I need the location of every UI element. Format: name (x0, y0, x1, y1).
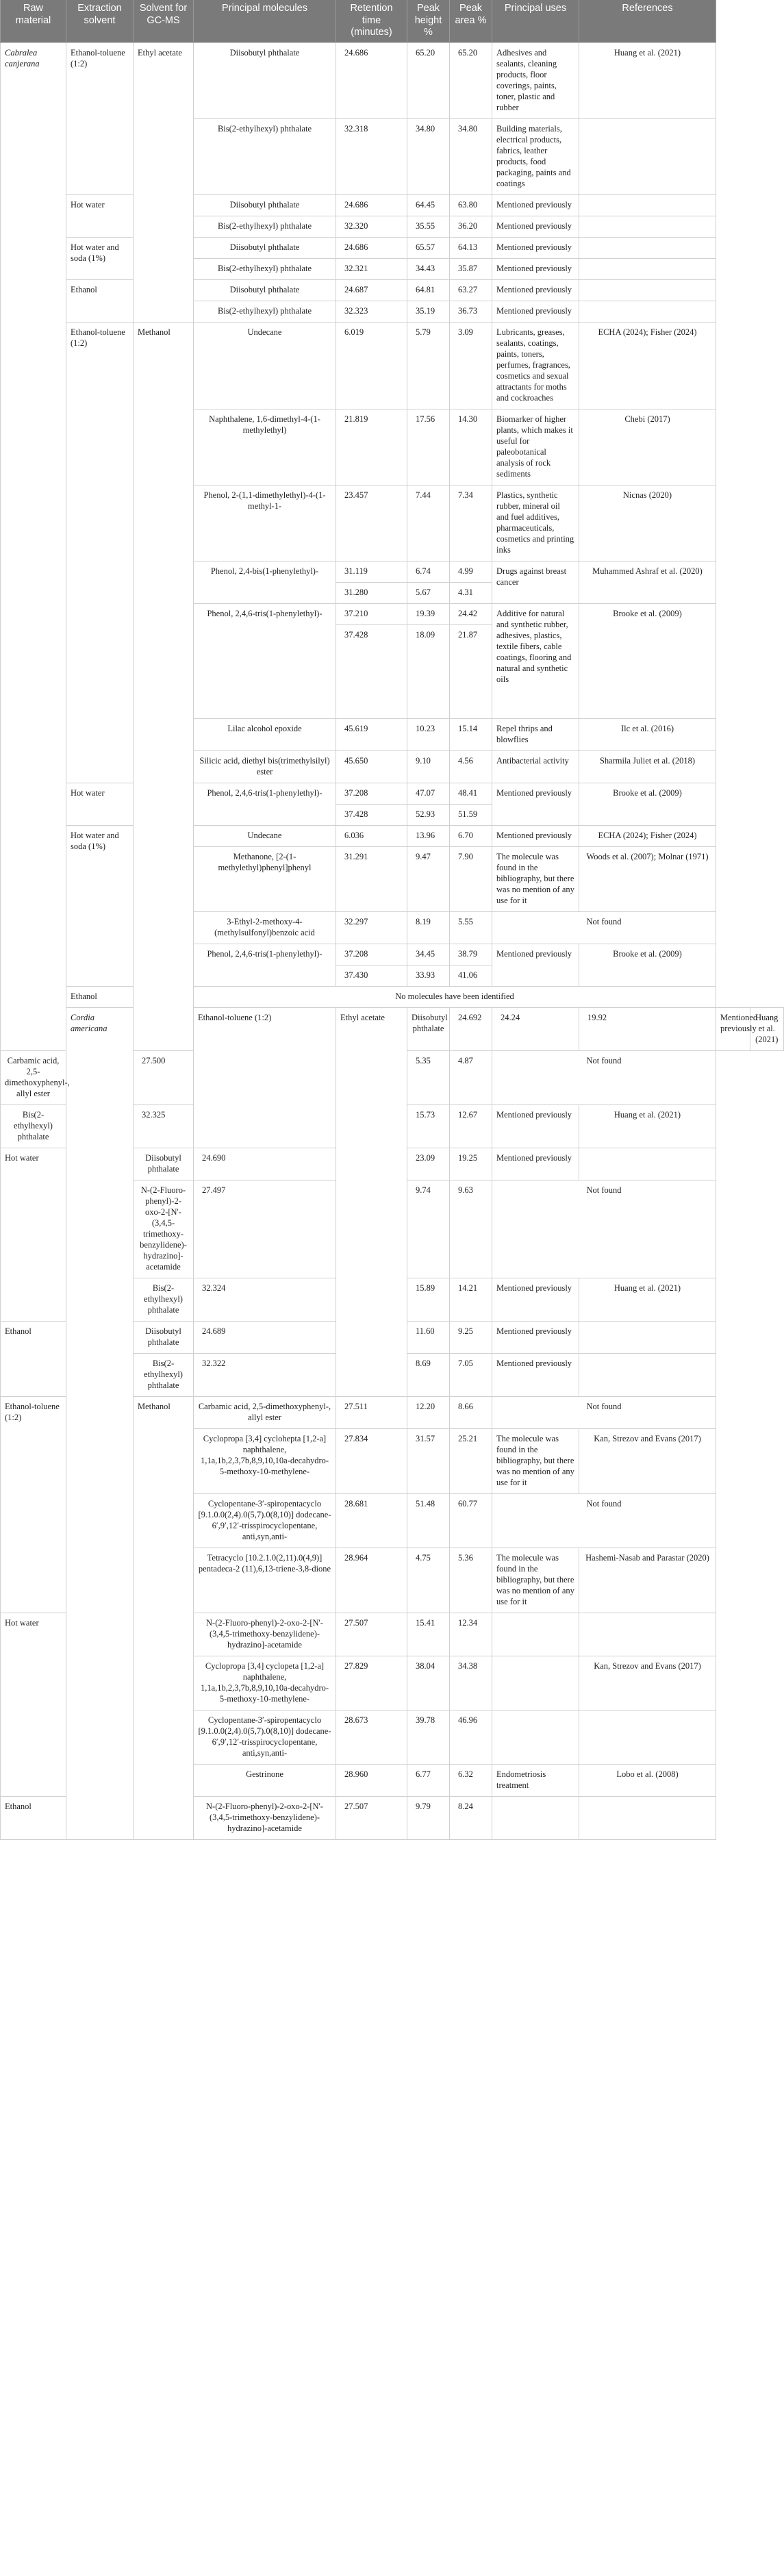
reference-cell: Ilc et al. (2016) (579, 719, 716, 751)
peak-area-cell: 34.38 (450, 1656, 492, 1710)
molecule-cell: Methanone, [2-(1-methylethyl)phenyl]phenyl (194, 847, 336, 912)
peak-area-cell: 35.87 (450, 259, 492, 280)
use-cell: The molecule was found in the bibliography, but there was no mention of any use for it (492, 1548, 579, 1613)
reference-cell (579, 1148, 716, 1180)
molecule-cell: Bis(2-ethylhexyl) phthalate (1, 1105, 66, 1148)
molecule-cell: N-(2-Fluoro-phenyl)-2-oxo-2-[N'-(3,4,5-trimethoxy-benzylidene)-hydrazino]-acetamide (194, 1797, 336, 1840)
retention-time-cell: 28.960 (336, 1765, 407, 1797)
peak-height-cell: 9.79 (407, 1797, 450, 1840)
use-cell: The molecule was found in the bibliography, but there was no mention of any use for it (492, 1429, 579, 1494)
molecule-cell: Bis(2-ethylhexyl) phthalate (194, 119, 336, 195)
peak-height-cell: 34.80 (407, 119, 450, 195)
use-cell: Mentioned previously (492, 280, 579, 301)
retention-time-cell: 32.320 (336, 216, 407, 238)
peak-height-cell: 8.69 (407, 1354, 450, 1397)
peak-height-cell: 34.43 (407, 259, 450, 280)
peak-area-cell: 4.87 (450, 1051, 492, 1105)
peak-height-cell: 19.39 (407, 604, 450, 625)
reference-cell: Huang et al. (2021) (579, 43, 716, 119)
reference-cell: Kan, Strezov and Evans (2017) (579, 1429, 716, 1494)
peak-area-cell: 8.24 (450, 1797, 492, 1840)
peak-area-cell: 46.96 (450, 1710, 492, 1765)
use-cell: Lubricants, greases, sealants, coatings, paints, toners, perfumes, fragrances, cosmetics and sexual attractants for moths and cockroaches (492, 323, 579, 409)
reference-cell (579, 259, 716, 280)
molecule-cell: Cyclopropa [3,4] cyclopeta [1,2-a] naphthalene, 1,1a,1b,2,3,7b,8,9,10,10a-decahydro-5-methoxy-10-methylene- (194, 1656, 336, 1710)
peak-area-cell: 6.32 (450, 1765, 492, 1797)
peak-height-cell: 5.79 (407, 323, 450, 409)
reference-cell: Sharmila Juliet et al. (2018) (579, 751, 716, 783)
molecule-cell: N-(2-Fluoro-phenyl)-2-oxo-2-[N'-(3,4,5-trimethoxy-benzylidene)-hydrazino]-acetamide (134, 1180, 194, 1278)
use-cell: Mentioned previously (492, 944, 579, 987)
extraction-solvent-cell: Ethanol (1, 1797, 66, 1840)
use-cell (492, 1797, 579, 1840)
peak-area-cell: 19.25 (450, 1148, 492, 1180)
molecule-cell: N-(2-Fluoro-phenyl)-2-oxo-2-[N'-(3,4,5-trimethoxy-benzylidene)-hydrazino]-acetamide (194, 1613, 336, 1656)
reference-cell (579, 1322, 716, 1354)
reference-cell: Huang et al. (2021) (750, 1008, 784, 1051)
peak-height-cell: 5.67 (407, 583, 450, 604)
peak-area-cell: 34.80 (450, 119, 492, 195)
reference-cell: Brooke et al. (2009) (579, 604, 716, 719)
molecule-cell: Carbamic acid, 2,5-dimethoxyphenyl-, allyl ester (1, 1051, 66, 1105)
molecule-cell: Diisobutyl phthalate (194, 238, 336, 259)
retention-time-cell: 27.834 (336, 1429, 407, 1494)
molecule-cell: Diisobutyl phthalate (194, 195, 336, 216)
peak-area-cell: 4.31 (450, 583, 492, 604)
molecule-cell: Undecane (194, 323, 336, 409)
peak-height-cell: 7.44 (407, 485, 450, 561)
reference-cell: ECHA (2024); Fisher (2024) (579, 826, 716, 847)
table-row (1, 238, 784, 259)
header-solvent-gcms: Solvent for GC-MS (134, 0, 194, 43)
molecule-cell: Diisobutyl phthalate (194, 280, 336, 301)
extraction-solvent-cell: Hot water and soda (1%) (66, 826, 134, 987)
use-cell: Endometriosis treatment (492, 1765, 579, 1797)
not-found-cell: Not found (492, 1051, 716, 1105)
peak-area-cell: 60.77 (450, 1494, 492, 1548)
molecule-cell: Naphthalene, 1,6-dimethyl-4-(1-methylethyl) (194, 409, 336, 485)
peak-height-cell: 64.45 (407, 195, 450, 216)
peak-height-cell: 34.45 (407, 944, 450, 965)
not-found-cell: Not found (492, 912, 716, 944)
peak-area-cell: 64.13 (450, 238, 492, 259)
use-cell: Plastics, synthetic rubber, mineral oil and fuel additives, pharmaceuticals, cosmetics and printing inks (492, 485, 579, 561)
molecule-cell: Diisobutyl phthalate (194, 43, 336, 119)
reference-cell: Lobo et al. (2008) (579, 1765, 716, 1797)
retention-time-cell: 24.686 (336, 195, 407, 216)
retention-time-cell: 45.650 (336, 751, 407, 783)
reference-cell: Muhammed Ashraf et al. (2020) (579, 561, 716, 604)
extraction-solvent-cell: Ethanol (66, 280, 134, 323)
use-cell: Mentioned previously (492, 826, 579, 847)
peak-height-cell: 17.56 (407, 409, 450, 485)
peak-height-cell: 15.41 (407, 1613, 450, 1656)
peak-area-cell: 48.41 (450, 783, 492, 805)
molecule-cell: Phenol, 2-(1,1-dimethylethyl)-4-(1-methyl-1- (194, 485, 336, 561)
peak-height-cell: 23.09 (407, 1148, 450, 1180)
use-cell: Mentioned previously (492, 216, 579, 238)
molecule-cell: Phenol, 2,4,6-tris(1-phenylethyl)- (194, 944, 336, 987)
molecule-cell: Gestrinone (194, 1765, 336, 1797)
retention-time-cell: 32.318 (336, 119, 407, 195)
table-row (1, 987, 784, 1008)
molecule-cell: Lilac alcohol epoxide (194, 719, 336, 751)
retention-time-cell: 31.280 (336, 583, 407, 604)
header-row (1, 0, 784, 43)
reference-cell (579, 301, 716, 323)
peak-area-cell: 12.34 (450, 1613, 492, 1656)
peak-area-cell: 4.99 (450, 561, 492, 583)
extraction-solvent-cell: Ethanol (1, 1322, 66, 1397)
reference-cell: Brooke et al. (2009) (579, 944, 716, 987)
peak-height-cell: 38.04 (407, 1656, 450, 1710)
peak-height-cell: 39.78 (407, 1710, 450, 1765)
peak-area-cell: 9.25 (450, 1322, 492, 1354)
peak-height-cell: 6.74 (407, 561, 450, 583)
peak-height-cell: 6.77 (407, 1765, 450, 1797)
reference-cell (579, 280, 716, 301)
peak-area-cell: 41.06 (450, 965, 492, 987)
peak-height-cell: 5.35 (407, 1051, 450, 1105)
retention-time-cell: 37.430 (336, 965, 407, 987)
use-cell: Mentioned previously (492, 195, 579, 216)
molecule-cell: Undecane (194, 826, 336, 847)
retention-time-cell: 24.686 (336, 238, 407, 259)
extraction-solvent-cell: Ethanol-toluene (1:2) (66, 43, 134, 195)
retention-time-cell: 23.457 (336, 485, 407, 561)
use-cell: Mentioned previously (492, 1354, 579, 1397)
peak-area-cell: 7.90 (450, 847, 492, 912)
molecule-cell: Diisobutyl phthalate (134, 1322, 194, 1354)
peak-area-cell: 63.80 (450, 195, 492, 216)
retention-time-cell: 32.324 (194, 1278, 336, 1322)
reference-cell (579, 1797, 716, 1840)
retention-time-cell: 28.681 (336, 1494, 407, 1548)
retention-time-cell: 27.507 (336, 1797, 407, 1840)
table-row (1, 323, 784, 409)
use-cell (492, 1656, 579, 1710)
peak-height-cell: 15.73 (407, 1105, 450, 1148)
gcms-solvent-cell: Ethyl acetate (336, 1008, 407, 1397)
peak-height-cell: 33.93 (407, 965, 450, 987)
not-found-cell: Not found (492, 1494, 716, 1548)
reference-cell: Woods et al. (2007); Molnar (1971) (579, 847, 716, 912)
peak-height-cell: 9.74 (407, 1180, 450, 1278)
use-cell: Repel thrips and blowflies (492, 719, 579, 751)
peak-area-cell: 6.70 (450, 826, 492, 847)
table-row (1, 783, 784, 805)
molecule-cell: 3-Ethyl-2-methoxy-4-(methylsulfonyl)benzoic acid (194, 912, 336, 944)
no-molecules-cell: No molecules have been identified (194, 987, 716, 1008)
retention-time-cell: 45.619 (336, 719, 407, 751)
peak-area-cell: 51.59 (450, 805, 492, 826)
reference-cell (579, 1354, 716, 1397)
peak-area-cell: 24.42 (450, 604, 492, 625)
peak-area-cell: 14.21 (450, 1278, 492, 1322)
peak-area-cell: 8.66 (450, 1397, 492, 1429)
retention-time-cell: 32.323 (336, 301, 407, 323)
retention-time-cell: 32.297 (336, 912, 407, 944)
peak-height-cell: 4.75 (407, 1548, 450, 1613)
retention-time-cell: 37.428 (336, 805, 407, 826)
molecule-cell: Tetracyclo [10.2.1.0(2,11).0(4,9)] pentadeca-2 (11),6,13-triene-3,8-dione (194, 1548, 336, 1613)
peak-height-cell: 13.96 (407, 826, 450, 847)
peak-area-cell: 14.30 (450, 409, 492, 485)
reference-cell: Brooke et al. (2009) (579, 783, 716, 826)
use-cell: Mentioned previously (492, 1322, 579, 1354)
reference-cell: Huang et al. (2021) (579, 1278, 716, 1322)
molecule-cell: Bis(2-ethylhexyl) phthalate (194, 216, 336, 238)
peak-area-cell: 19.92 (579, 1008, 716, 1051)
molecule-cell: Diisobutyl phthalate (407, 1008, 450, 1051)
retention-time-cell: 24.689 (194, 1322, 336, 1354)
retention-time-cell: 24.690 (194, 1148, 336, 1180)
molecule-cell: Cyclopentane-3′-spiropentacyclo [9.1.0.0(2,4).0(5,7).0(8,10)] dodecane-6′,9′,12′-trisspirocyclopentane, anti,syn,anti- (194, 1494, 336, 1548)
retention-time-cell: 37.208 (336, 944, 407, 965)
retention-time-cell: 31.291 (336, 847, 407, 912)
retention-time-cell: 24.686 (336, 43, 407, 119)
extraction-solvent-cell: Ethanol-toluene (1:2) (66, 323, 134, 783)
retention-time-cell: 28.964 (336, 1548, 407, 1613)
peak-height-cell: 31.57 (407, 1429, 450, 1494)
retention-time-cell: 32.325 (134, 1105, 194, 1148)
header-extraction-solvent: Extraction solvent (66, 0, 134, 43)
use-cell: The molecule was found in the bibliography, but there was no mention of any use for it (492, 847, 579, 912)
retention-time-cell: 37.428 (336, 625, 407, 719)
peak-height-cell: 65.20 (407, 43, 450, 119)
use-cell (492, 1613, 579, 1656)
retention-time-cell: 21.819 (336, 409, 407, 485)
not-found-cell: Not found (492, 1397, 716, 1429)
table-row (1, 826, 784, 847)
use-cell: Drugs against breast cancer (492, 561, 579, 604)
use-cell: Mentioned previously (492, 783, 579, 826)
gcms-solvent-cell: Methanol (134, 323, 194, 1051)
peak-area-cell: 9.63 (450, 1180, 492, 1278)
peak-area-cell: 25.21 (450, 1429, 492, 1494)
use-cell (492, 1710, 579, 1765)
molecule-cell: Bis(2-ethylhexyl) phthalate (134, 1354, 194, 1397)
molecule-cell: Silicic acid, diethyl bis(trimethylsilyl) ester (194, 751, 336, 783)
reference-cell: ECHA (2024); Fisher (2024) (579, 323, 716, 409)
retention-time-cell: 27.500 (134, 1051, 194, 1105)
molecule-cell: Cyclopropa [3,4] cyclohepta [1,2-a] naphthalene, 1,1a,1b,2,3,7b,8,9,10,10a-decahydro-5-methoxy-10-methylene- (194, 1429, 336, 1494)
reference-cell: Kan, Strezov and Evans (2017) (579, 1656, 716, 1710)
peak-height-cell: 12.20 (407, 1397, 450, 1429)
reference-cell (579, 119, 716, 195)
header-retention-time: Retention time (minutes) (336, 0, 407, 43)
peak-area-cell: 3.09 (450, 323, 492, 409)
peak-height-cell: 10.23 (407, 719, 450, 751)
reference-cell: Nicnas (2020) (579, 485, 716, 561)
header-raw-material: Raw material (1, 0, 66, 43)
use-cell: Biomarker of higher plants, which makes it useful for paleobotanical analysis of rock sediments (492, 409, 579, 485)
raw-material-cell: Cordia americana (66, 1008, 134, 1840)
reference-cell (579, 216, 716, 238)
peak-height-cell: 24.24 (492, 1008, 579, 1051)
header-principal-molecules: Principal molecules (194, 0, 336, 43)
molecule-cell: Bis(2-ethylhexyl) phthalate (134, 1278, 194, 1322)
extraction-solvent-cell: Hot water (66, 195, 134, 238)
peak-area-cell: 15.14 (450, 719, 492, 751)
peak-area-cell: 12.67 (450, 1105, 492, 1148)
retention-time-cell: 31.119 (336, 561, 407, 583)
use-cell: Additive for natural and synthetic rubber, adhesives, plastics, textile fibers, cable coatings, flooring and natural and synthetic oils (492, 604, 579, 719)
use-cell: Mentioned previously (492, 259, 579, 280)
extraction-solvent-cell: Ethanol (66, 987, 134, 1008)
peak-height-cell: 15.89 (407, 1278, 450, 1322)
molecule-cell: Cyclopentane-3′-spiropentacyclo [9.1.0.0(2,4).0(5,7).0(8,10)] dodecane-6′,9′,12′-trisspirocyclopentane, anti,syn,anti- (194, 1710, 336, 1765)
molecule-cell: Bis(2-ethylhexyl) phthalate (194, 301, 336, 323)
reference-cell: Huang et al. (2021) (579, 1105, 716, 1148)
molecule-cell: Phenol, 2,4-bis(1-phenylethyl)- (194, 561, 336, 604)
peak-area-cell: 63.27 (450, 280, 492, 301)
peak-area-cell: 38.79 (450, 944, 492, 965)
peak-height-cell: 47.07 (407, 783, 450, 805)
peak-area-cell: 65.20 (450, 43, 492, 119)
header-peak-area: Peak area % (450, 0, 492, 43)
peak-height-cell: 65.57 (407, 238, 450, 259)
retention-time-cell: 24.692 (450, 1008, 492, 1051)
extraction-solvent-cell: Hot water and soda (1%) (66, 238, 134, 280)
peak-height-cell: 64.81 (407, 280, 450, 301)
peak-area-cell: 5.36 (450, 1548, 492, 1613)
peak-area-cell: 7.05 (450, 1354, 492, 1397)
retention-time-cell: 6.036 (336, 826, 407, 847)
extraction-solvent-cell: Ethanol-toluene (1:2) (194, 1008, 336, 1148)
table-row (1, 280, 784, 301)
header-peak-height: Peak height % (407, 0, 450, 43)
retention-time-cell: 6.019 (336, 323, 407, 409)
use-cell: Adhesives and sealants, cleaning products, floor coverings, paints, toner, plastic and rubber (492, 43, 579, 119)
peak-area-cell: 5.55 (450, 912, 492, 944)
retention-time-cell: 27.511 (336, 1397, 407, 1429)
extraction-solvent-cell: Hot water (1, 1613, 66, 1797)
peak-height-cell: 11.60 (407, 1322, 450, 1354)
retention-time-cell: 27.497 (194, 1180, 336, 1278)
reference-cell (579, 238, 716, 259)
header-principal-uses: Principal uses (492, 0, 579, 43)
retention-time-cell: 37.208 (336, 783, 407, 805)
retention-time-cell: 27.829 (336, 1656, 407, 1710)
gcms-solvent-cell: Methanol (134, 1397, 194, 1840)
reference-cell (579, 195, 716, 216)
table-row (1, 43, 784, 119)
reference-cell (579, 1710, 716, 1765)
extraction-solvent-cell: Hot water (66, 783, 134, 826)
peak-height-cell: 35.19 (407, 301, 450, 323)
molecule-cell: Carbamic acid, 2,5-dimethoxyphenyl-, allyl ester (194, 1397, 336, 1429)
peak-height-cell: 51.48 (407, 1494, 450, 1548)
extraction-solvent-cell: Ethanol-toluene (1:2) (1, 1397, 66, 1613)
retention-time-cell: 32.321 (336, 259, 407, 280)
not-found-cell: Not found (492, 1180, 716, 1278)
retention-time-cell: 27.507 (336, 1613, 407, 1656)
molecule-cell: Phenol, 2,4,6-tris(1-phenylethyl)- (194, 783, 336, 826)
peak-area-cell: 7.34 (450, 485, 492, 561)
reference-cell: Chebi (2017) (579, 409, 716, 485)
retention-time-cell: 32.322 (194, 1354, 336, 1397)
molecule-cell: Diisobutyl phthalate (134, 1148, 194, 1180)
peak-height-cell: 9.47 (407, 847, 450, 912)
peak-height-cell: 35.55 (407, 216, 450, 238)
peak-height-cell: 9.10 (407, 751, 450, 783)
reference-cell: Hashemi-Nasab and Parastar (2020) (579, 1548, 716, 1613)
extraction-solvent-cell: Hot water (1, 1148, 66, 1322)
retention-time-cell: 24.687 (336, 280, 407, 301)
peak-area-cell: 4.56 (450, 751, 492, 783)
use-cell: Mentioned previously (492, 301, 579, 323)
raw-material-cell: Cabralea canjerana (1, 43, 66, 1051)
peak-height-cell: 52.93 (407, 805, 450, 826)
use-cell: Mentioned previously (492, 238, 579, 259)
reference-cell (579, 1613, 716, 1656)
use-cell: Antibacterial activity (492, 751, 579, 783)
table-row (1, 195, 784, 216)
use-cell: Mentioned previously (492, 1105, 579, 1148)
use-cell: Mentioned previously (716, 1008, 750, 1051)
peak-height-cell: 18.09 (407, 625, 450, 719)
use-cell: Building materials, electrical products, fabrics, leather products, food packaging, paints and coatings (492, 119, 579, 195)
use-cell: Mentioned previously (492, 1148, 579, 1180)
retention-time-cell: 28.673 (336, 1710, 407, 1765)
peak-area-cell: 36.20 (450, 216, 492, 238)
gcms-solvent-cell: Ethyl acetate (134, 43, 194, 323)
table-row (1, 1008, 784, 1051)
molecule-cell: Bis(2-ethylhexyl) phthalate (194, 259, 336, 280)
molecule-cell: Phenol, 2,4,6-tris(1-phenylethyl)- (194, 604, 336, 719)
header-references: References (579, 0, 716, 43)
use-cell: Mentioned previously (492, 1278, 579, 1322)
peak-height-cell: 8.19 (407, 912, 450, 944)
peak-area-cell: 21.87 (450, 625, 492, 719)
peak-area-cell: 36.73 (450, 301, 492, 323)
retention-time-cell: 37.210 (336, 604, 407, 625)
